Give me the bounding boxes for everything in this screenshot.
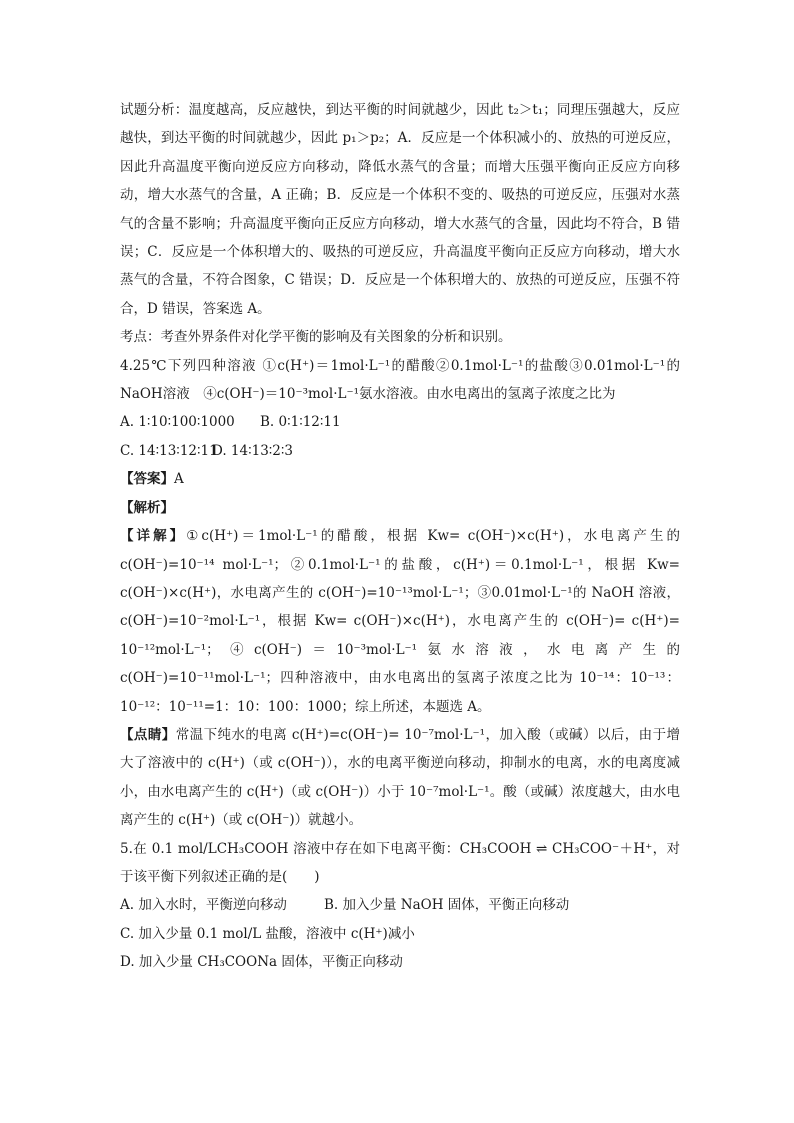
question-5-option-b: B. 加入少量 NaOH 固体，平衡正向移动 — [324, 897, 570, 914]
question-4-analysis-heading — [120, 494, 680, 522]
question-4-option-c: C. 14∶13∶12∶11 — [120, 442, 218, 459]
question-5-options-row-2 — [120, 920, 680, 948]
question-4-detail — [120, 522, 680, 721]
analysis-label: 【解析】 — [120, 499, 174, 516]
question-5-option-a: A. 加入水时，平衡逆向移动 — [120, 897, 287, 914]
question-4-option-b: B. 0∶1∶12∶11 — [260, 414, 341, 431]
answer-value: A — [174, 471, 184, 488]
detail-label: 【详解】 — [120, 528, 187, 545]
page-content — [120, 96, 680, 977]
question-5-option-c: C. 加入少量 0.1 mol/L 盐酸，溶液中 c(H⁺)减小 — [120, 925, 415, 942]
detail-text: ①c(H⁺)＝1mol·L⁻¹的醋酸，根据 Kw= c(OH⁻)×c(H⁺)，水电离产生的 c(OH⁻)=10⁻¹⁴ mol·L⁻¹；②0.1mol·L⁻¹的盐酸，c(H⁺)＝0.1mol·L⁻¹，根据 Kw= c(OH⁻)×c(H⁺)，水电离产生的 c(OH⁻)=10⁻¹³mol·L⁻¹；③0.01mol·L⁻¹的 NaOH 溶液，c(OH⁻)=10⁻²mol·L⁻¹，根据 Kw= c(OH⁻)×c(H⁺)，水电离产生的 c(OH⁻)= c(H⁺)= 10⁻¹²mol·L⁻¹；④c(OH⁻)＝10⁻³mol·L⁻¹氨水溶液，水电离产生的 c(OH⁻)=10⁻¹¹mol·L⁻¹；四种溶液中，由水电离出的氢离子浓度之比为 10⁻¹⁴：10⁻¹³：10⁻¹²：10⁻¹¹=1：10：100：1000；综上所述，本题选 A。 — [120, 528, 680, 715]
answer-label: 【答案】 — [120, 471, 174, 488]
question-4-options-row-1 — [120, 408, 680, 436]
question-4-tip — [120, 721, 680, 835]
question-5-option-d-line — [120, 948, 680, 976]
question-5-option-d: D. 加入少量 CH₃COONa 固体，平衡正向移动 — [120, 954, 403, 971]
question-4-options-row-2 — [120, 437, 680, 465]
tip-text: 常温下纯水的电离 c(H⁺)=c(OH⁻)= 10⁻⁷mol·L⁻¹，加入酸（或碱）以后，由于增大了溶液中的 c(H⁺)（或 c(OH⁻)），水的电离平衡逆向移动，抑制水的电离，水的电离度减小，由水电离产生的 c(H⁺)（或 c(OH⁻)）小于 10⁻⁷mol·L⁻¹。酸（或碱）浓度越大，由水电离产生的 c(H⁺)（或 c(OH⁻)）就越小。 — [120, 726, 681, 829]
analysis-paragraph: 试题分析：温度越高，反应越快，到达平衡的时间就越少，因此 t₂＞t₁；同理压强越大，反应越快，到达平衡的时间就越少，因此 p₁＞p₂；A．反应是一个体积减小的、放热的可逆反应，因此升高温度平衡向逆反应方向移动，降低水蒸气的含量；而增大压强平衡向正反应方向移动，增大水蒸气的含量，A 正确；B．反应是一个体积不变的、吸热的可逆反应，压强对水蒸气的含量不影响；升高温度平衡向正反应方向移动，增大水蒸气的含量，因此均不符合，B 错误；C．反应是一个体积增大的、吸热的可逆反应，升高温度平衡向正反应方向移动，增大水蒸气的含量，不符合图象，C 错误；D．反应是一个体积增大的、放热的可逆反应，压强不符合，D 错误，答案选 A。 — [120, 102, 680, 317]
question-5-options-row-1 — [120, 891, 680, 919]
question-5-stem: 5.在 0.1 mol/LCH₃COOH 溶液中存在如下电离平衡：CH₃COOH ⇌ CH₃COO⁻＋H⁺，对于该平衡下列叙述正确的是( ) — [120, 840, 680, 885]
question-4-option-a: A. 1∶10∶100∶1000 — [120, 414, 235, 431]
question-4-option-d: D. 14∶13∶2∶3 — [212, 442, 293, 459]
question-4-stem: 4.25℃下列四种溶液 ①c(H⁺)＝1mol·L⁻¹的醋酸②0.1mol·L⁻¹的盐酸③0.01mol·L⁻¹的NaOH溶液 ④c(OH⁻)＝10⁻³mol·L⁻¹氨水溶液。由水电离出的氢离子浓度之比为 — [120, 357, 680, 403]
exam-point: 考点：考查外界条件对化学平衡的影响及有关图象的分析和识别。 — [120, 329, 512, 346]
question-4-answer — [120, 465, 680, 493]
tip-label: 【点睛】 — [120, 726, 176, 743]
